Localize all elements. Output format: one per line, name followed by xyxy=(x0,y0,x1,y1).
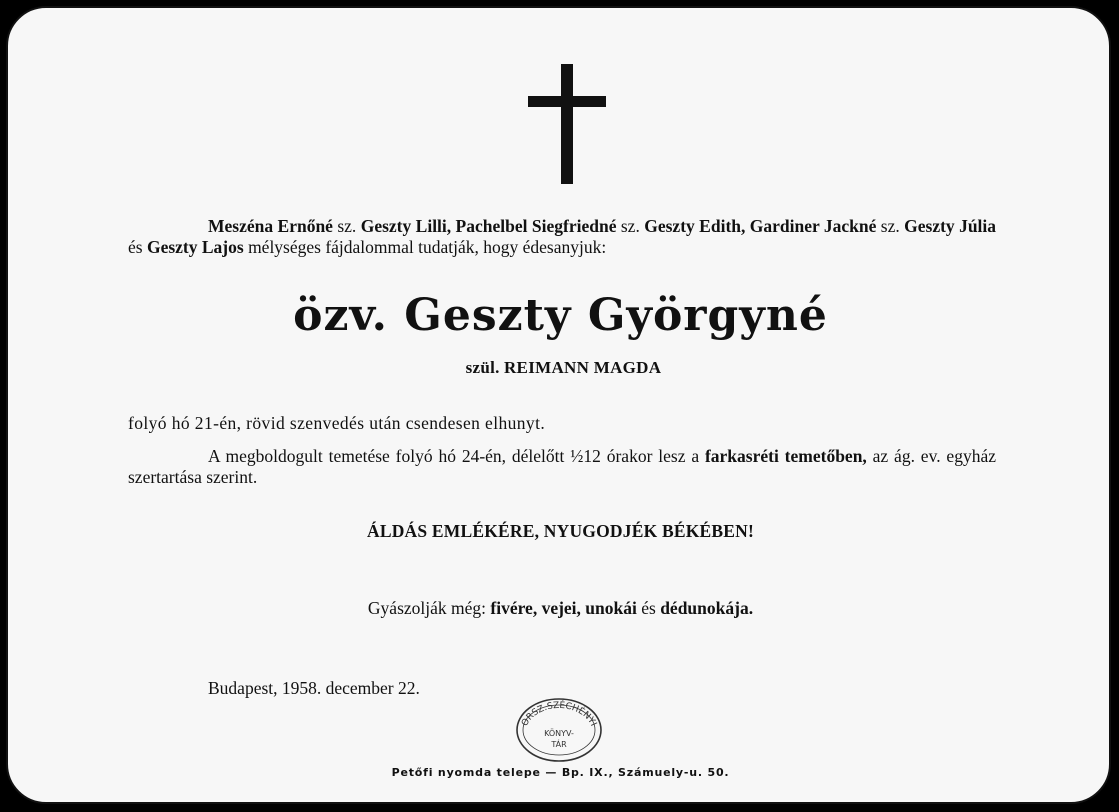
cross-icon xyxy=(528,64,606,184)
mourners-list: fivére, vejei, unokái xyxy=(490,598,637,618)
maiden-name: REIMANN MAGDA xyxy=(503,358,662,377)
stamp-text-top: ORSZ.SZÉCHÉNYI xyxy=(520,700,599,729)
dateline: Budapest, 1958. december 22. xyxy=(208,678,420,698)
mourner-name: Meszéna Ernőné xyxy=(208,216,333,236)
other-mourners xyxy=(8,598,1113,619)
funeral-text: A megboldogult temetése folyó hó 24-én, délelőtt xyxy=(208,446,571,466)
intro-text: sz. xyxy=(876,216,905,236)
mourner-name: Geszty Lilli, Pachelbel Siegfriedné xyxy=(360,216,617,236)
intro-paragraph xyxy=(128,216,996,258)
funeral-paragraph xyxy=(128,446,996,488)
mourners-prefix: Gyászolják még: xyxy=(367,598,491,618)
mourner-name: Geszty Júlia xyxy=(904,216,997,236)
funeral-time: ½12 xyxy=(570,446,601,466)
intro-text: sz. xyxy=(616,216,645,236)
deceased-name: özv. Geszty Györgyné xyxy=(293,290,828,341)
funeral-text: az ág. ev. egyház szertartása szerint. xyxy=(128,446,996,487)
intro-text: mélységes fájdalommal tudatják, hogy édesanyjuk: xyxy=(243,237,607,257)
mourner-name: Geszty Lajos xyxy=(146,237,244,257)
maiden-name-line xyxy=(8,358,1113,378)
death-notice: folyó hó 21-én, rövid szenvedés után csendesen elhunyt. xyxy=(128,413,546,433)
intro-text: sz. xyxy=(332,216,361,236)
library-stamp xyxy=(513,694,605,766)
mourner-name: Geszty Edith, Gardiner Jackné xyxy=(644,216,877,236)
mourners-text: és xyxy=(636,598,661,618)
born-prefix: szül. xyxy=(465,358,500,377)
obituary-card xyxy=(6,6,1111,804)
intro-text: és xyxy=(128,237,147,257)
stamp-text-mid: KÖNYV- xyxy=(544,729,574,738)
printer-imprint: Petőfi nyomda telepe — Bp. IX., Számuely-u. 50. xyxy=(391,766,730,779)
stamp-text-bottom: TÁR xyxy=(551,740,567,749)
funeral-text: órakor lesz a xyxy=(600,446,705,466)
blessing-line: ÁLDÁS EMLÉKÉRE, NYUGODJÉK BÉKÉBEN! xyxy=(367,521,754,541)
funeral-place: farkasréti temetőben, xyxy=(704,446,867,466)
mourners-list: dédunokája. xyxy=(660,598,754,618)
